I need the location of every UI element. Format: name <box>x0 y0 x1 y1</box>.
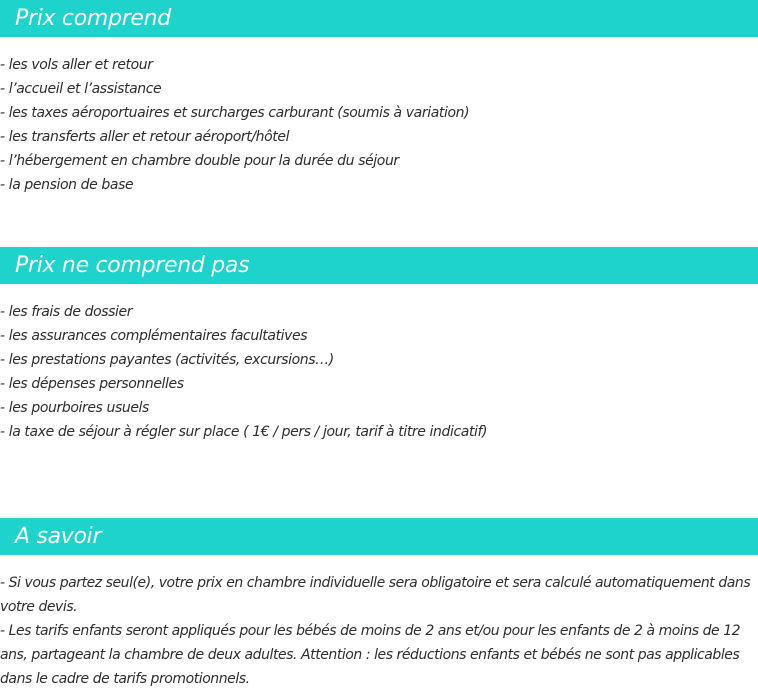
section-header-prix-ne-comprend-pas <box>0 247 758 284</box>
section-title: Prix comprend <box>15 6 171 31</box>
list-item: - les frais de dossier <box>0 304 133 320</box>
list-item: - Les tarifs enfants seront appliqués pour les bébés de moins de 2 ans et/ou pour les enfants de 2 à moins de 12 ans, partageant la chambre de deux adultes. Attention : les réductions enfants et bébés ne sont pas applicables dans le cadre de tarifs promotionnels. <box>0 623 741 687</box>
list-item: - la pension de base <box>0 177 134 193</box>
included-list <box>0 53 756 197</box>
info-list <box>0 571 756 691</box>
list-item: - les transferts aller et retour aéroport/hôtel <box>0 129 290 145</box>
excluded-list <box>0 300 756 444</box>
list-item: - les taxes aéroportuaires et surcharges carburant (soumis à variation) <box>0 105 470 121</box>
list-item: - les pourboires usuels <box>0 400 149 416</box>
list-item: - les vols aller et retour <box>0 57 153 73</box>
list-item: - les prestations payantes (activités, excursions…) <box>0 352 334 368</box>
list-item: - la taxe de séjour à régler sur place ( 1€ / pers / jour, tarif à titre indicatif) <box>0 424 488 440</box>
section-title: Prix ne comprend pas <box>15 253 250 278</box>
section-title: A savoir <box>15 524 102 549</box>
list-item: - les dépenses personnelles <box>0 376 184 392</box>
list-item: - l’accueil et l’assistance <box>0 81 162 97</box>
section-header-a-savoir <box>0 518 758 555</box>
list-item: - les assurances complémentaires facultatives <box>0 328 308 344</box>
list-item: - l’hébergement en chambre double pour la durée du séjour <box>0 153 399 169</box>
list-item: - Si vous partez seul(e), votre prix en chambre individuelle sera obligatoire et sera calculé automatiquement dans votre devis. <box>0 575 751 615</box>
section-header-prix-comprend <box>0 0 758 37</box>
